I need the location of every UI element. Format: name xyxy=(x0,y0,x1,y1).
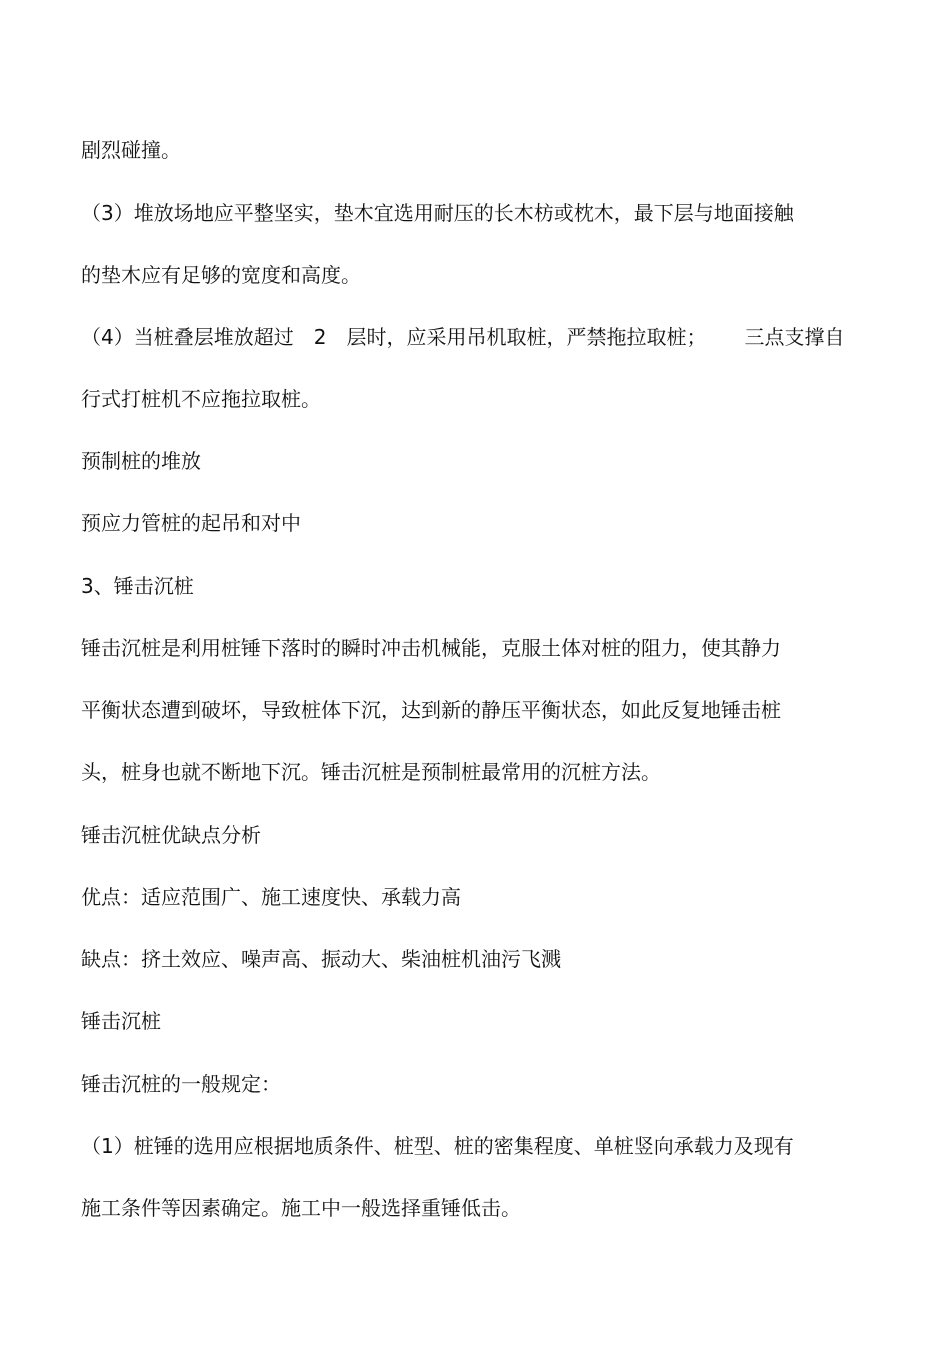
text-line: 的垫木应有足够的宽度和高度。 xyxy=(81,263,361,287)
text-line: 施工条件等因素确定。施工中一般选择重锤低击。 xyxy=(81,1196,521,1220)
section-heading: 锤击沉桩的一般规定： xyxy=(81,1072,281,1096)
text-line: 头，桩身也就不断地下沉。锤击沉桩是预制桩最常用的沉桩方法。 xyxy=(81,760,661,784)
text-segment: 2 xyxy=(313,325,327,349)
section-heading: 预应力管桩的起吊和对中 xyxy=(81,511,301,535)
section-heading: 预制桩的堆放 xyxy=(81,449,201,473)
section-heading: 锤击沉桩优缺点分析 xyxy=(81,823,261,847)
section-heading: 锤击沉桩 xyxy=(81,1009,161,1033)
text-line: 优点：适应范围广、施工速度快、承载力高 xyxy=(81,885,461,909)
text-segment: （4）当桩叠层堆放超过 xyxy=(81,325,294,349)
text-segment: 层时，应采用吊机取桩，严禁拖拉取桩； xyxy=(346,325,707,349)
text-line: 锤击沉桩是利用桩锤下落时的瞬时冲击机械能，克服土体对桩的阻力，使其静力 xyxy=(81,636,781,660)
text-line: 缺点：挤土效应、噪声高、振动大、柴油桩机油污飞溅 xyxy=(81,947,561,971)
text-line-with-gaps xyxy=(81,324,844,350)
text-line: 剧烈碰撞。 xyxy=(81,138,181,162)
section-heading: 3、锤击沉桩 xyxy=(81,574,194,598)
text-line: （1）桩锤的选用应根据地质条件、桩型、桩的密集程度、单桩竖向承载力及现有 xyxy=(81,1134,794,1158)
text-line: 行式打桩机不应拖拉取桩。 xyxy=(81,387,321,411)
text-segment: 三点支撑自 xyxy=(744,325,845,349)
text-line: 平衡状态遭到破坏，导致桩体下沉，达到新的静压平衡状态，如此反复地锤击桩 xyxy=(81,698,781,722)
text-line: （3）堆放场地应平整坚实，垫木宜选用耐压的长木枋或枕木，最下层与地面接触 xyxy=(81,201,794,225)
